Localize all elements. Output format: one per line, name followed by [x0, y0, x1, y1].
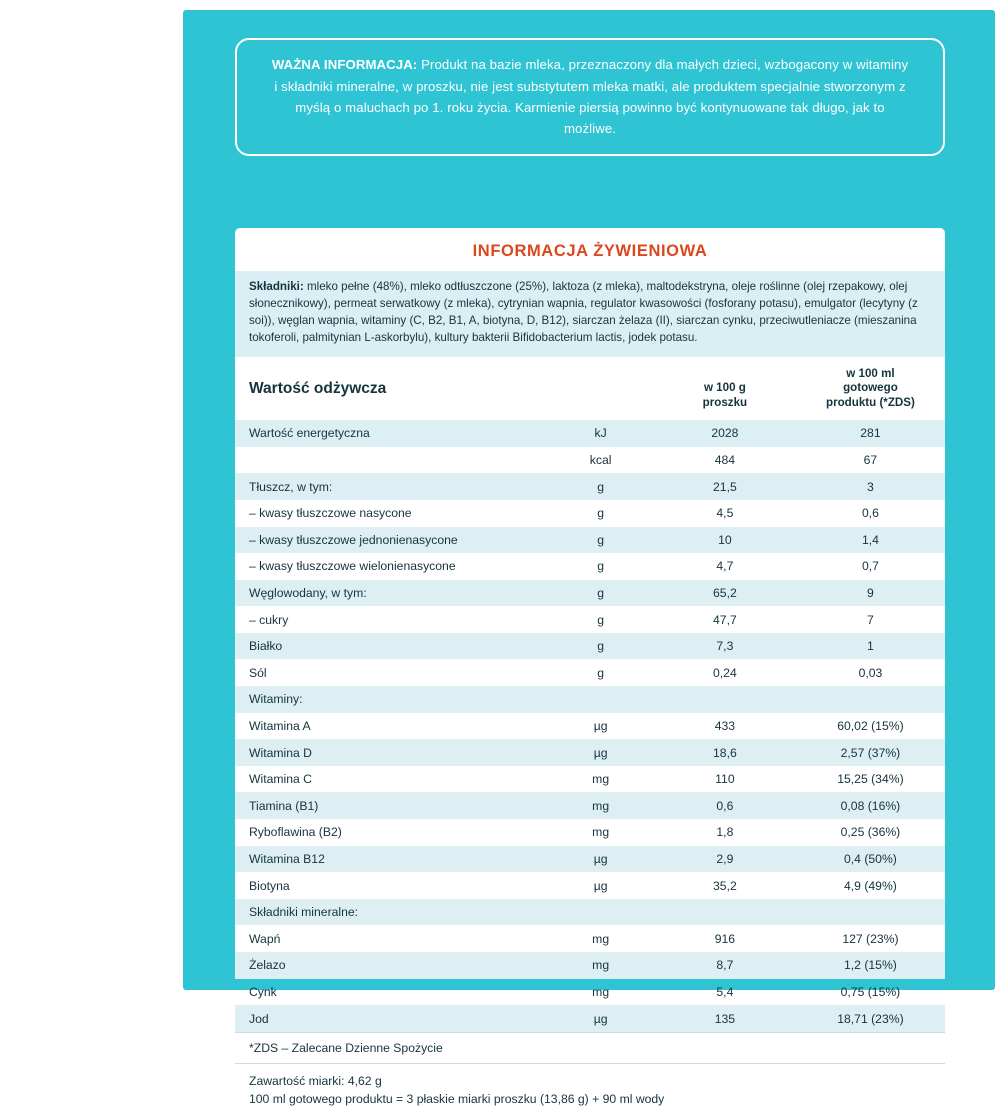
- nutrient-unit: mg: [592, 825, 610, 840]
- value-per-100g: 1,8: [716, 825, 734, 840]
- nutrient-unit: mg: [547, 952, 654, 979]
- value-per-100g: 5,4: [716, 984, 734, 999]
- footnote-zds: *ZDS – Zalecane Dzienne Spożycie: [235, 1032, 945, 1063]
- table-row: [235, 846, 945, 873]
- value-per-100ml: 0,08 (16%): [796, 792, 945, 819]
- table-row: [235, 606, 945, 633]
- table-row: [235, 979, 945, 1006]
- value-per-100g: 433: [714, 718, 736, 733]
- value-per-100g: 35,2: [713, 878, 737, 893]
- nutrient-name: Wapń: [249, 931, 281, 946]
- nutrient-name: Witamina C: [249, 772, 312, 787]
- nutrient-unit: mg: [592, 931, 610, 946]
- nutrition-table: [235, 357, 945, 1032]
- value-per-100g: [654, 899, 796, 926]
- header-unit: [547, 357, 654, 420]
- ingredients-block: [235, 271, 945, 357]
- nutrient-unit: [547, 686, 654, 713]
- value-per-100ml: 0,75 (15%): [840, 984, 901, 999]
- value-per-100ml: [796, 899, 945, 926]
- value-per-100g: 47,7: [713, 612, 737, 627]
- nutrient-unit: g: [547, 633, 654, 660]
- table-row: [235, 766, 945, 793]
- nutrient-name: Białko: [235, 633, 547, 660]
- value-per-100ml: 0,4 (50%): [796, 846, 945, 873]
- nutrition-table-head: [235, 357, 945, 420]
- nutrient-name: Żelazo: [235, 952, 547, 979]
- value-per-100g: 4,5: [716, 506, 734, 521]
- value-per-100ml: 0,6: [861, 506, 879, 521]
- nutrient-name: [235, 447, 547, 474]
- header-per-100g-text: w 100 g proszku: [702, 381, 748, 409]
- table-row: [235, 633, 945, 660]
- value-per-100g: 2028: [654, 420, 796, 447]
- ingredients-text: mleko pełne (48%), mleko odtłuszczone (25%), laktoza (z mleka), maltodekstryna, oleje roślinne (olej rzepakowy, olej słonecznikowy), permeat serwatkowy (z mleka), cytrynian wapnia, regulator kwasowości (fosforany potasu), emulgator (lecytyny (z soi)), węglan wapnia, witaminy (C, B2, B1, A, biotyna, D, B12), siarczan żelaza (II), siarczan cynku, przeciwutleniacze (mieszanina tokoferoli, palmitynian L-askorbylu), kultury bakterii Bifidobacterium lactis, jodek potasu.: [249, 280, 918, 344]
- header-per-100g: [654, 357, 796, 420]
- table-row: [235, 739, 945, 766]
- value-per-100ml: 281: [796, 420, 945, 447]
- header-per-100ml: [796, 357, 945, 420]
- nutrient-name: – kwasy tłuszczowe jednonienasycone: [235, 527, 547, 554]
- important-information-label: WAŻNA INFORMACJA:: [271, 57, 418, 73]
- value-per-100ml: 0,7: [861, 559, 879, 574]
- nutrient-unit: µg: [547, 739, 654, 766]
- table-row: [235, 872, 945, 899]
- value-per-100g: 65,2: [654, 580, 796, 607]
- value-per-100g: 0,24: [713, 665, 737, 680]
- nutrient-unit: µg: [547, 1005, 654, 1032]
- table-row: [235, 899, 945, 926]
- table-row: [235, 792, 945, 819]
- nutrient-unit: g: [597, 559, 605, 574]
- nutrient-name: – cukry: [249, 612, 289, 627]
- footnotes-block: [235, 1032, 945, 1118]
- nutrient-unit: g: [547, 580, 654, 607]
- value-per-100ml: 1: [796, 633, 945, 660]
- nutrient-unit: mg: [547, 792, 654, 819]
- value-per-100g: 8,7: [654, 952, 796, 979]
- important-information-body: Produkt na bazie mleka, przeznaczony dla małych dzieci, wzbogacony w witaminy i składniki mineralne, w proszku, nie jest substytutem mleka matki, ale produktem specjalnie stworzonym z myślą o maluchach po 1. roku życia. Karmienie piersią powinno być kontynuowane tak długo, jak to możliwe.: [274, 57, 909, 137]
- important-information-text: [237, 54, 943, 140]
- nutrition-information-panel: [235, 228, 945, 1107]
- nutrition-panel-title: INFORMACJA ŻYWIENIOWA: [472, 242, 708, 260]
- value-per-100ml: 2,57 (37%): [796, 739, 945, 766]
- footnote-scoop: [235, 1063, 945, 1118]
- value-per-100ml: 3: [796, 473, 945, 500]
- value-per-100ml: 1,4: [796, 527, 945, 554]
- value-per-100g: 7,3: [654, 633, 796, 660]
- nutrient-unit: mg: [592, 984, 610, 999]
- nutrient-name: Biotyna: [249, 878, 290, 893]
- value-per-100g: 18,6: [654, 739, 796, 766]
- value-per-100g: 484: [714, 453, 736, 468]
- table-header-row: [235, 357, 945, 420]
- value-per-100g: 916: [714, 931, 736, 946]
- nutrient-name: – kwasy tłuszczowe nasycone: [249, 506, 412, 521]
- nutrient-unit: µg: [593, 878, 608, 893]
- nutrient-unit: [547, 899, 654, 926]
- nutrient-name: Tiamina (B1): [235, 792, 547, 819]
- nutrient-unit: g: [547, 473, 654, 500]
- table-row: [235, 473, 945, 500]
- value-per-100g: 2,9: [654, 846, 796, 873]
- value-per-100g: 135: [654, 1005, 796, 1032]
- nutrient-unit: kJ: [547, 420, 654, 447]
- nutrient-name: – kwasy tłuszczowe wielonienasycone: [249, 559, 456, 574]
- table-row: [235, 420, 945, 447]
- table-row: [235, 925, 945, 952]
- value-per-100g: 10: [654, 527, 796, 554]
- table-row: [235, 580, 945, 607]
- nutrient-name: Węglowodany, w tym:: [235, 580, 547, 607]
- table-row: [235, 819, 945, 846]
- value-per-100g: 0,6: [654, 792, 796, 819]
- nutrient-name: Witaminy:: [235, 686, 547, 713]
- header-nutrition-value: Wartość odżywcza: [249, 379, 387, 397]
- nutrient-name: Witamina D: [235, 739, 547, 766]
- value-per-100ml: 7: [867, 612, 874, 627]
- value-per-100g: 21,5: [654, 473, 796, 500]
- value-per-100ml: 1,2 (15%): [796, 952, 945, 979]
- value-per-100g: 4,7: [716, 559, 734, 574]
- nutrient-unit: g: [547, 527, 654, 554]
- value-per-100ml: 15,25 (34%): [837, 772, 904, 787]
- nutrient-unit: kcal: [589, 453, 612, 468]
- nutrient-name: Witamina A: [249, 718, 311, 733]
- nutrient-unit: µg: [547, 846, 654, 873]
- value-per-100ml: 0,03: [858, 665, 883, 680]
- value-per-100g: [654, 686, 796, 713]
- footnote-preparation: 100 ml gotowego produktu = 3 płaskie miarki proszku (13,86 g) + 90 ml wody: [249, 1092, 665, 1107]
- value-per-100ml: 0,25 (36%): [840, 825, 901, 840]
- nutrient-name: Jod: [235, 1005, 547, 1032]
- table-row: [235, 1005, 945, 1032]
- nutrient-unit: g: [597, 612, 605, 627]
- product-package-back: [183, 10, 995, 1107]
- table-row: [235, 952, 945, 979]
- value-per-100g: 110: [715, 772, 735, 787]
- footnote-scoop-weight: Zawartość miarki: 4,62 g: [249, 1073, 382, 1088]
- nutrient-name: Ryboflawina (B2): [249, 825, 342, 840]
- nutrient-name: Sól: [249, 665, 267, 680]
- value-per-100ml: [796, 686, 945, 713]
- nutrient-name: Składniki mineralne:: [235, 899, 547, 926]
- nutrient-unit: mg: [592, 772, 610, 787]
- nutrient-name: Wartość energetyczna: [235, 420, 547, 447]
- table-row: [235, 500, 945, 527]
- value-per-100ml: 127 (23%): [842, 931, 899, 946]
- important-information-box: [235, 38, 945, 156]
- ingredients-label: Składniki:: [249, 280, 304, 293]
- value-per-100ml: 60,02 (15%): [837, 718, 904, 733]
- table-row: [235, 713, 945, 740]
- value-per-100ml: 67: [863, 453, 878, 468]
- nutrient-name: Tłuszcz, w tym:: [235, 473, 547, 500]
- nutrient-unit: µg: [593, 718, 608, 733]
- table-row: [235, 553, 945, 580]
- table-row: [235, 447, 945, 474]
- table-row: [235, 659, 945, 686]
- nutrient-name: Cynk: [249, 984, 277, 999]
- nutrient-unit: g: [597, 665, 605, 680]
- table-row: [235, 527, 945, 554]
- table-row: [235, 686, 945, 713]
- value-per-100ml: 4,9 (49%): [844, 878, 897, 893]
- nutrient-name: Witamina B12: [235, 846, 547, 873]
- value-per-100ml: 18,71 (23%): [796, 1005, 945, 1032]
- nutrient-unit: g: [597, 506, 605, 521]
- value-per-100ml: 9: [796, 580, 945, 607]
- nutrition-table-body: [235, 420, 945, 1032]
- header-per-100ml-text: w 100 ml gotowego produktu (*ZDS): [826, 366, 915, 409]
